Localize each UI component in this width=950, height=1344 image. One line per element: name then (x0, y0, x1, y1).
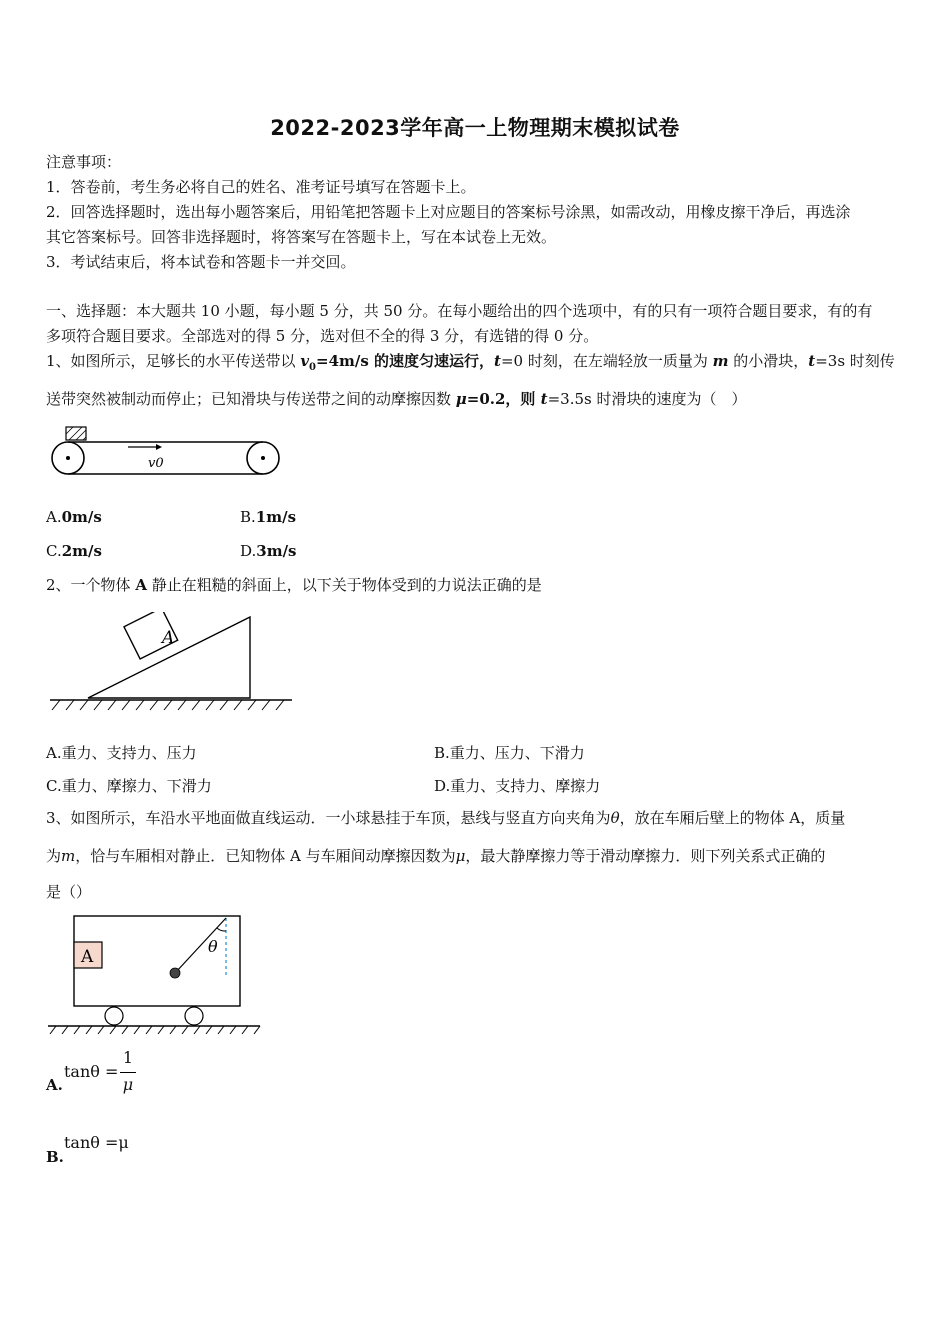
q2-option-b[interactable]: B.重力、压力、下滑力 (434, 744, 585, 762)
q2-option-d[interactable]: D.重力、支持力、摩擦力 (434, 777, 601, 795)
q3-option-a-label[interactable]: A. (46, 1076, 63, 1094)
q1-option-c[interactable]: C.2m/s (46, 542, 102, 560)
q3-stem-line1: 3、如图所示，车沿水平地面做直线运动．一小球悬挂于车顶，悬线与竖直方向夹角为θ，放在车厢后壁上的物体 A，质量 (46, 809, 846, 827)
q1-stem-line2: 送带突然被制动而停止；已知滑块与传送带之间的动摩擦因数 μ=0.2，则 t=3.5s 时滑块的速度为（ ） (46, 390, 747, 408)
q3-option-a-lhs: tanθ = (64, 1062, 119, 1081)
block-a-label: A (162, 628, 175, 648)
section-instructions-line1: 一、选择题：本大题共 10 小题，每小题 5 分，共 50 分。在每小题给出的四个选项中，有的只有一项符合题目要求，有的有 (46, 302, 873, 320)
notice-heading: 注意事项： (46, 153, 122, 171)
q2-option-a[interactable]: A.重力、支持力、压力 (46, 744, 197, 762)
q2-stem: 2、一个物体 A 静止在粗糙的斜面上，以下关于物体受到的力说法正确的是 (46, 576, 542, 594)
incline-diagram (48, 612, 294, 714)
q1-stem-line1: 1、如图所示，足够长的水平传送带以 $v_0=4m/s$ 的速度匀速运行，t=0 时刻，在左端轻放一质量为 m 的小滑块，t=3s 时刻传 (46, 352, 895, 373)
notice-item-2-cont: 其它答案标号。回答非选择题时，将答案写在答题卡上，写在本试卷上无效。 (46, 228, 557, 246)
q3-stem-line2: 为m，恰与车厢相对静止．已知物体 A 与车厢间动摩擦因数为μ，最大静摩擦力等于滑动摩擦力．则下列关系式正确的 (46, 847, 826, 865)
page-title: 2022-2023学年高一上物理期末模拟试卷 (270, 116, 680, 140)
q3-option-b-expr: tanθ =μ (64, 1133, 129, 1152)
q3-option-b-label[interactable]: B. (46, 1148, 64, 1166)
notice-item-2: 2．回答选择题时，选出每小题答案后，用铅笔把答题卡上对应题目的答案标号涂黑，如需改动，用橡皮擦干净后，再选涂 (46, 203, 851, 221)
q1-option-a[interactable]: A.0m/s (46, 508, 102, 526)
cart-diagram (46, 912, 262, 1038)
notice-item-3: 3．考试结束后，将本试卷和答题卡一并交回。 (46, 253, 356, 271)
box-a-label: A (81, 947, 94, 967)
q3-option-a-denominator: μ (122, 1075, 134, 1094)
q3-stem-line3: 是（） (46, 883, 92, 901)
conveyor-belt-diagram (48, 422, 284, 478)
v0-label: v0 (148, 456, 164, 471)
q2-option-c[interactable]: C.重力、摩擦力、下滑力 (46, 777, 212, 795)
q1-option-d[interactable]: D.3m/s (240, 542, 297, 560)
q3-option-a-numerator: 1 (122, 1048, 134, 1067)
theta-label: θ (208, 937, 218, 956)
q1-option-b[interactable]: B.1m/s (240, 508, 297, 526)
fraction-bar (120, 1072, 136, 1073)
notice-item-1: 1．答卷前，考生务必将自己的姓名、准考证号填写在答题卡上。 (46, 178, 476, 196)
section-instructions-line2: 多项符合题目要求。全部选对的得 5 分，选对但不全的得 3 分，有选错的得 0 分。 (46, 327, 599, 345)
